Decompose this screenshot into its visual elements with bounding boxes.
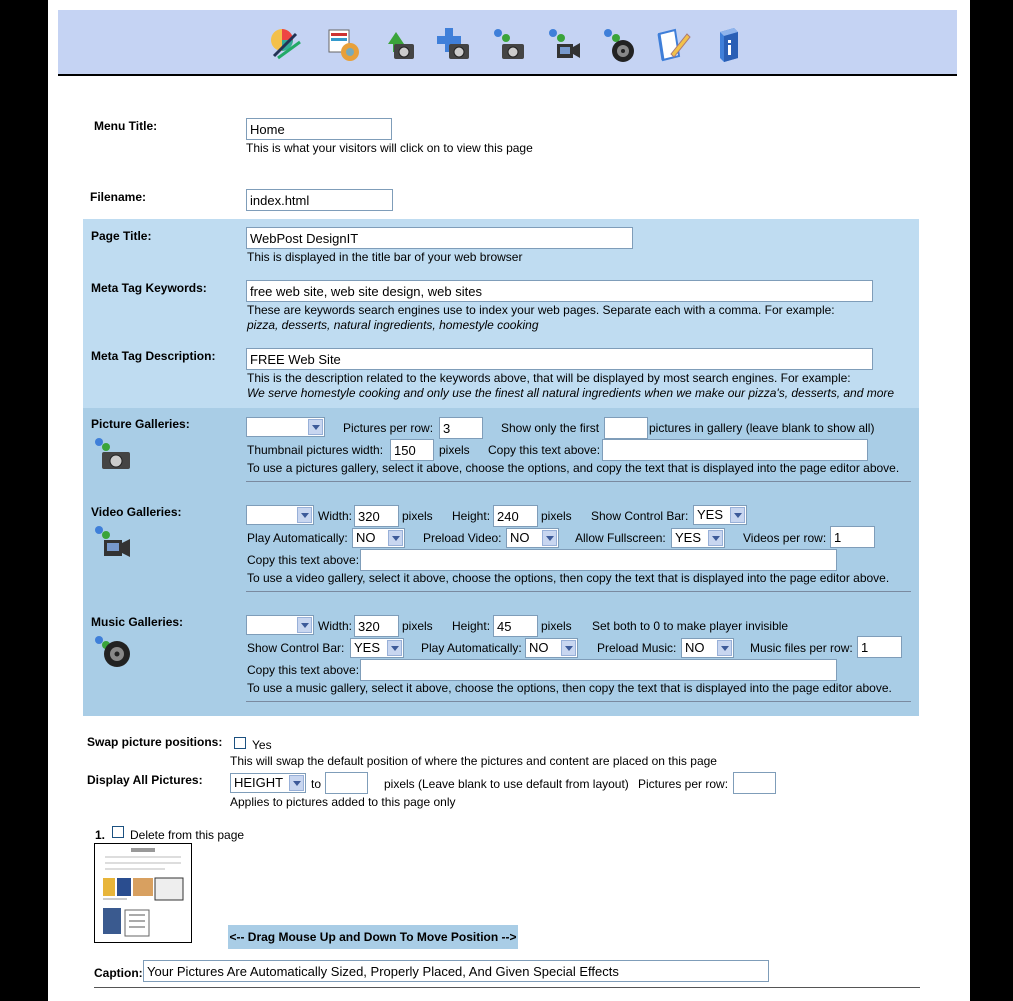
video-width-input[interactable]	[354, 505, 399, 527]
picture-copy-input[interactable]	[602, 439, 868, 461]
music-height-unit: pixels	[541, 619, 572, 633]
divider	[246, 481, 911, 482]
video-height-unit: pixels	[541, 509, 572, 523]
layout-icon[interactable]	[323, 24, 363, 64]
design-icon[interactable]	[266, 24, 306, 64]
video-control-bar-select[interactable]: YES	[693, 505, 747, 525]
display-per-row-label: Pictures per row:	[638, 777, 729, 791]
picture-thumbnail	[94, 843, 192, 943]
picture-gallery-icon[interactable]	[488, 24, 528, 64]
menu-title-label: Menu Title:	[94, 119, 158, 133]
video-galleries-label: Video Galleries:	[91, 505, 182, 519]
music-invisible-note: Set both to 0 to make player invisible	[592, 619, 789, 633]
video-play-auto-label: Play Automatically:	[247, 531, 348, 545]
meta-keywords-help: These are keywords search engines use to index your web pages. Separate each with a comma. For example:	[247, 303, 835, 317]
music-copy-label: Copy this text above:	[247, 663, 360, 677]
thumbnail-width-label: Thumbnail pictures width:	[247, 443, 384, 457]
music-width-input[interactable]	[354, 615, 399, 637]
pictures-per-row-input[interactable]	[439, 417, 483, 439]
page-title-help: This is displayed in the title bar of your web browser	[247, 250, 523, 264]
music-width-label: Width:	[318, 619, 353, 633]
music-copy-input[interactable]	[360, 659, 837, 681]
upload-picture-icon[interactable]	[378, 24, 418, 64]
video-width-label: Width:	[318, 509, 353, 523]
meta-keywords-label: Meta Tag Keywords:	[91, 281, 207, 295]
music-galleries-label: Music Galleries:	[91, 615, 184, 629]
video-preload-select[interactable]: NO	[506, 528, 559, 548]
picture-copy-label: Copy this text above:	[488, 443, 601, 457]
music-per-row-input[interactable]	[857, 636, 902, 658]
info-icon[interactable]	[708, 24, 748, 64]
videos-per-row-input[interactable]	[830, 526, 875, 548]
video-copy-label: Copy this text above:	[247, 553, 360, 567]
swap-label: Swap picture positions:	[87, 735, 223, 749]
video-copy-input[interactable]	[360, 549, 837, 571]
meta-description-label: Meta Tag Description:	[91, 349, 216, 363]
show-first-input[interactable]	[604, 417, 648, 439]
caption-input[interactable]	[143, 960, 769, 982]
swap-checkbox[interactable]	[234, 737, 246, 749]
display-size-input[interactable]	[325, 772, 368, 794]
toolbar	[58, 10, 957, 76]
video-fullscreen-select[interactable]: YES	[671, 528, 725, 548]
meta-description-help: This is the description related to the keywords above, that will be displayed by most search engines. For example:	[247, 371, 851, 385]
filename-input[interactable]	[246, 189, 393, 211]
display-pixels-note: pixels (Leave blank to use default from layout)	[384, 777, 629, 791]
display-dimension-select[interactable]: HEIGHT	[230, 773, 306, 793]
music-height-input[interactable]	[493, 615, 538, 637]
video-height-label: Height:	[452, 509, 491, 523]
video-preload-label: Preload Video:	[423, 531, 502, 545]
picture-gallery-select[interactable]	[246, 417, 325, 437]
music-gallery-help: To use a music gallery, select it above, choose the options, then copy the text that is displayed into the page editor above.	[247, 681, 892, 695]
swap-help: This will swap the default position of where the pictures and content are placed on this page	[230, 754, 717, 768]
music-preload-label: Preload Music:	[597, 641, 677, 655]
music-preload-select[interactable]: NO	[681, 638, 734, 658]
video-gallery-icon[interactable]	[543, 24, 583, 64]
music-gallery-select[interactable]	[246, 615, 314, 635]
page-title-input[interactable]	[246, 227, 633, 249]
thumbnail-width-unit: pixels	[439, 443, 470, 457]
music-gallery-icon[interactable]	[598, 24, 638, 64]
music-play-auto-select[interactable]: NO	[525, 638, 578, 658]
music-control-bar-label: Show Control Bar:	[247, 641, 345, 655]
display-all-help: Applies to pictures added to this page only	[230, 795, 456, 809]
music-play-auto-label: Play Automatically:	[421, 641, 522, 655]
drag-position-handle[interactable]: <-- Drag Mouse Up and Down To Move Position -->	[228, 925, 518, 949]
page-title-label: Page Title:	[91, 229, 152, 243]
videos-per-row-label: Videos per row:	[743, 531, 827, 545]
swap-checkbox-label: Yes	[252, 738, 272, 752]
video-gallery-help: To use a video gallery, select it above, choose the options, then copy the text that is displayed into the page editor above.	[247, 571, 890, 585]
music-control-bar-select[interactable]: YES	[350, 638, 404, 658]
show-first-label: Show only the first	[501, 421, 600, 435]
music-per-row-label: Music files per row:	[750, 641, 853, 655]
divider	[94, 987, 920, 988]
picture-gallery-icon	[92, 436, 132, 470]
display-per-row-input[interactable]	[733, 772, 776, 794]
meta-description-input[interactable]	[246, 348, 873, 370]
music-width-unit: pixels	[402, 619, 433, 633]
video-play-auto-select[interactable]: NO	[352, 528, 405, 548]
meta-description-example: We serve homestyle cooking and only use the finest all natural ingredients when we make our pizza's, desserts, and more	[247, 386, 895, 400]
video-fullscreen-label: Allow Fullscreen:	[575, 531, 666, 545]
delete-picture-checkbox[interactable]	[112, 826, 124, 838]
edit-page-icon[interactable]	[653, 24, 693, 64]
pictures-per-row-label: Pictures per row:	[343, 421, 434, 435]
add-picture-icon[interactable]	[433, 24, 473, 64]
picture-number: 1.	[95, 828, 106, 842]
menu-title-help: This is what your visitors will click on to view this page	[246, 141, 533, 155]
meta-keywords-input[interactable]	[246, 280, 873, 302]
meta-keywords-example: pizza, desserts, natural ingredients, homestyle cooking	[247, 318, 539, 332]
video-control-bar-label: Show Control Bar:	[591, 509, 689, 523]
menu-title-input[interactable]	[246, 118, 392, 140]
picture-galleries-label: Picture Galleries:	[91, 417, 190, 431]
video-height-input[interactable]	[493, 505, 538, 527]
filename-label: Filename:	[90, 190, 147, 204]
picture-gallery-help: To use a pictures gallery, select it above, choose the options, and copy the text that is displayed into the page editor above.	[247, 461, 900, 475]
caption-label: Caption:	[94, 966, 143, 980]
thumbnail-width-input[interactable]	[390, 439, 434, 461]
music-height-label: Height:	[452, 619, 491, 633]
divider	[246, 591, 911, 592]
display-all-label: Display All Pictures:	[87, 773, 203, 787]
page-editor	[48, 0, 970, 1001]
video-width-unit: pixels	[402, 509, 433, 523]
music-gallery-icon	[92, 634, 132, 668]
delete-picture-label: Delete from this page	[130, 828, 245, 842]
show-first-suffix: pictures in gallery (leave blank to show all)	[649, 421, 875, 435]
video-gallery-icon	[92, 524, 132, 558]
display-to-label: to	[311, 777, 322, 791]
video-gallery-select[interactable]	[246, 505, 314, 525]
divider	[246, 701, 911, 702]
